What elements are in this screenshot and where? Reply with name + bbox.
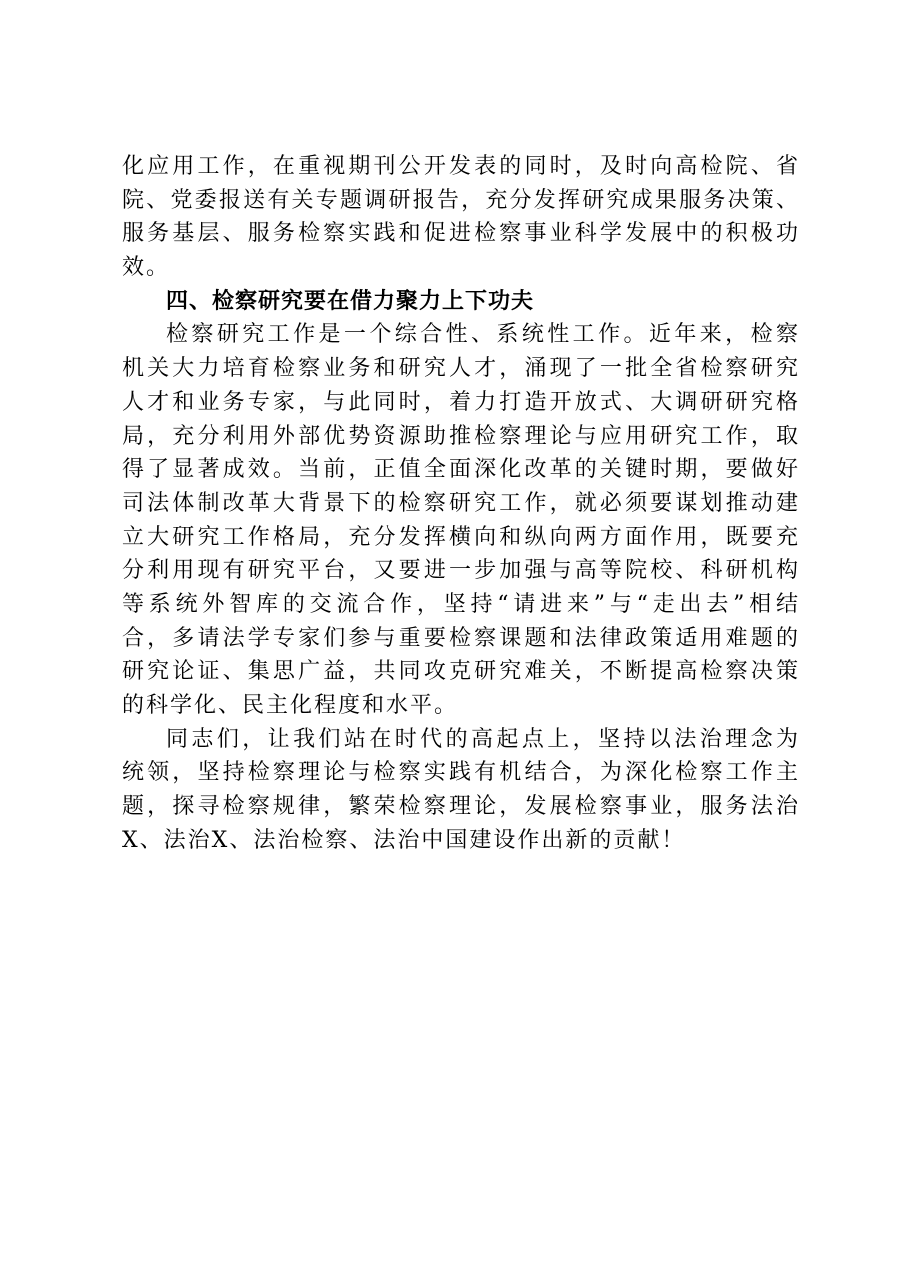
paragraph-2-line: 的科学化、民主化程度和水平。 [122, 693, 459, 718]
paragraph-3-line: 统领，坚持检察理论与检察实践有机结合，为深化检察工作主 [122, 760, 798, 786]
paragraph-2-line: 机关大力培育检察业务和研究人才，涌现了一批全省检察研究 [122, 356, 798, 382]
paragraph-2-line: 分利用现有研究平台，又要进一步加强与高等院校、科研机构 [122, 558, 798, 584]
paragraph-3-line: 题，探寻检察规律，繁荣检察理论，发展检察事业，服务法治 [122, 794, 798, 820]
paragraph-3-line: X、法治X、法治检察、法治中国建设作出新的贡献！ [122, 827, 686, 853]
paragraph-2-line: 局，充分利用外部优势资源助推检察理论与应用研究工作，取 [122, 423, 798, 449]
paragraph-2-line: 得了显著成效。当前，正值全面深化改革的关键时期，要做好 [122, 457, 798, 483]
paragraph-2-line: 人才和业务专家，与此同时，着力打造开放式、大调研研究格 [122, 389, 798, 415]
paragraph-1-line: 服务基层、服务检察实践和促进检察事业科学发展中的积极功 [122, 221, 798, 247]
document-body [122, 150, 798, 857]
paragraph-2-line: 检察研究工作是一个综合性、系统性工作。近年来，检察 [166, 322, 798, 348]
paragraph-2-line: 研究论证、集思广益，共同攻克研究难关，不断提高检察决策 [122, 659, 798, 685]
paragraph-1-line: 化应用工作，在重视期刊公开发表的同时，及时向高检院、省 [122, 154, 798, 179]
section-heading: 四、检察研究要在借力聚力上下功夫 [166, 288, 535, 314]
paragraph-1-line: 效。 [122, 255, 171, 281]
paragraph-2-line: 等系统外智库的交流合作，坚持“请进来”与“走出去”相结 [122, 591, 798, 617]
paragraph-2-line: 司法体制改革大背景下的检察研究工作，就必须要谋划推动建 [122, 490, 798, 516]
paragraph-2-line: 立大研究工作格局，充分发挥横向和纵向两方面作用，既要充 [122, 524, 798, 550]
paragraph-2-line: 合，多请法学专家们参与重要检察课题和法律政策适用难题的 [122, 625, 798, 651]
paragraph-1-line: 院、党委报送有关专题调研报告，充分发挥研究成果服务决策、 [122, 187, 798, 213]
paragraph-3-line: 同志们，让我们站在时代的高起点上，坚持以法治理念为 [166, 726, 798, 752]
